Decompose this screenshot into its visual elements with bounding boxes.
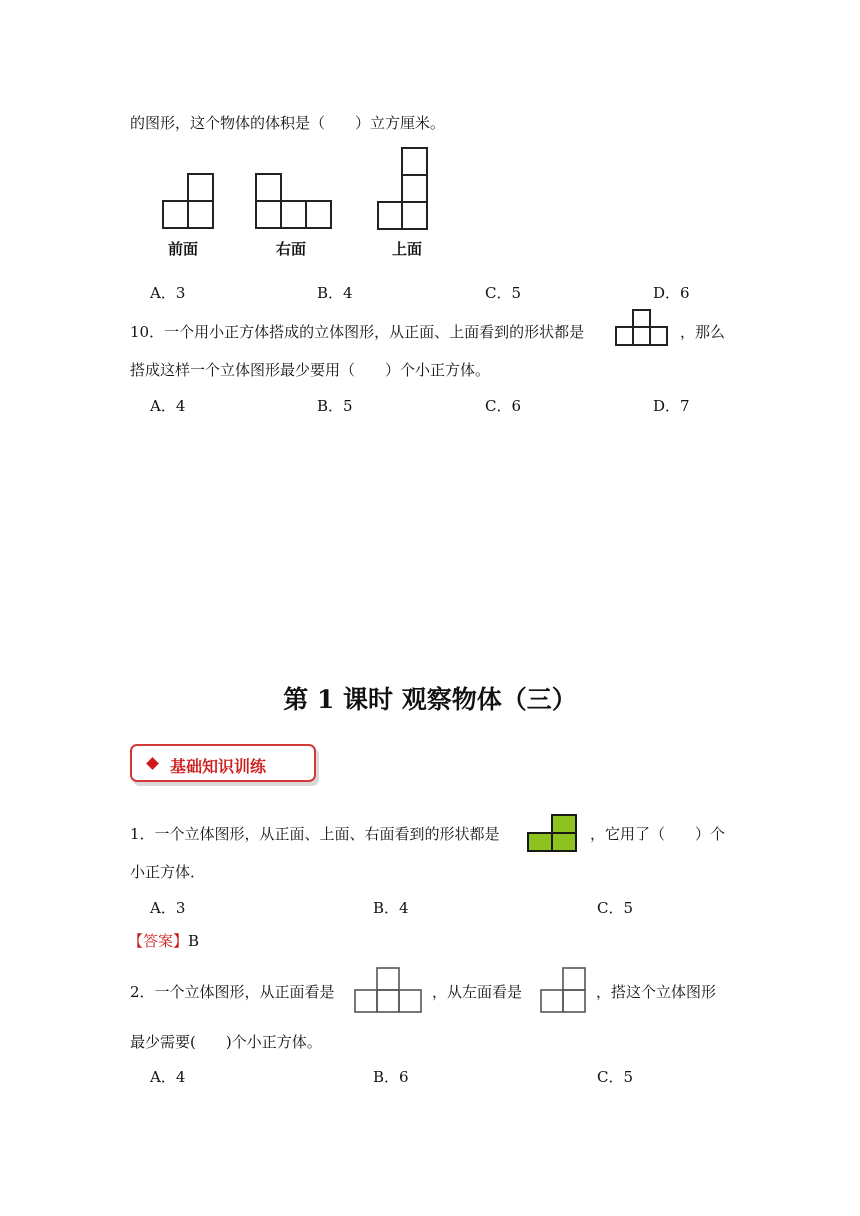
p1-text-line1: 1．一个立体图形，从正面、上面、右面看到的形状都是 [130, 825, 500, 843]
q9-caption-right: 右面 [276, 240, 307, 258]
section-badge [130, 744, 316, 782]
q9-option-d: D．6 [653, 284, 690, 302]
q10-option-b: B．5 [317, 397, 353, 415]
section-badge-label: 基础知识训练 [170, 757, 267, 776]
p2-text-part3: ，搭这个立体图形 [596, 983, 717, 1001]
q10-view-figure [615, 308, 671, 348]
p1-text-line2: 小正方体． [130, 863, 206, 881]
q9-option-a: A．3 [150, 284, 186, 302]
q9-option-c: C．5 [485, 284, 522, 302]
q9-top-view-figure [377, 146, 431, 232]
p2-option-a: A．4 [150, 1068, 186, 1086]
p2-option-c: C．5 [597, 1068, 634, 1086]
q9-front-view-figure [162, 172, 216, 230]
q9-option-b: B．4 [317, 284, 353, 302]
q9-text: 的图形，这个物体的体积是（ ）立方厘米。 [130, 114, 446, 132]
p1-text-line1-end: ，它用了（ ）个 [590, 825, 726, 843]
answer-value: B [188, 932, 200, 950]
answer-tag: 【答案】 [128, 932, 189, 950]
q9-right-view-figure [254, 172, 334, 230]
p2-text-part1: 2．一个立体图形，从正面看是 [130, 983, 335, 1001]
p1-view-figure [527, 813, 579, 853]
q10-option-d: D．7 [653, 397, 690, 415]
p2-front-view-figure [354, 966, 424, 1014]
q10-option-a: A．4 [150, 397, 186, 415]
p2-left-view-figure [540, 966, 588, 1014]
q10-text-line1: 10．一个用小正方体搭成的立体图形，从正面、上面看到的形状都是 [130, 323, 585, 341]
p1-answer [128, 930, 199, 951]
q9-caption-front: 前面 [168, 240, 199, 258]
q10-text-line2: 搭成这样一个立体图形最少要用（ ）个小正方体。 [130, 361, 491, 379]
p1-option-b: B．4 [373, 899, 409, 917]
p2-text-line2: 最少需要( )个小正方体。 [130, 1033, 322, 1051]
p2-option-b: B．6 [373, 1068, 409, 1086]
q9-caption-top: 上面 [392, 240, 423, 258]
p1-option-a: A．3 [150, 899, 186, 917]
lesson-title: 第 1 课时 观察物体（三） [283, 685, 577, 714]
diamond-icon [146, 757, 159, 770]
p2-text-part2: ，从左面看是 [432, 983, 523, 1001]
q10-text-line1-end: ，那么 [680, 323, 726, 341]
q10-option-c: C．6 [485, 397, 522, 415]
p1-option-c: C．5 [597, 899, 634, 917]
